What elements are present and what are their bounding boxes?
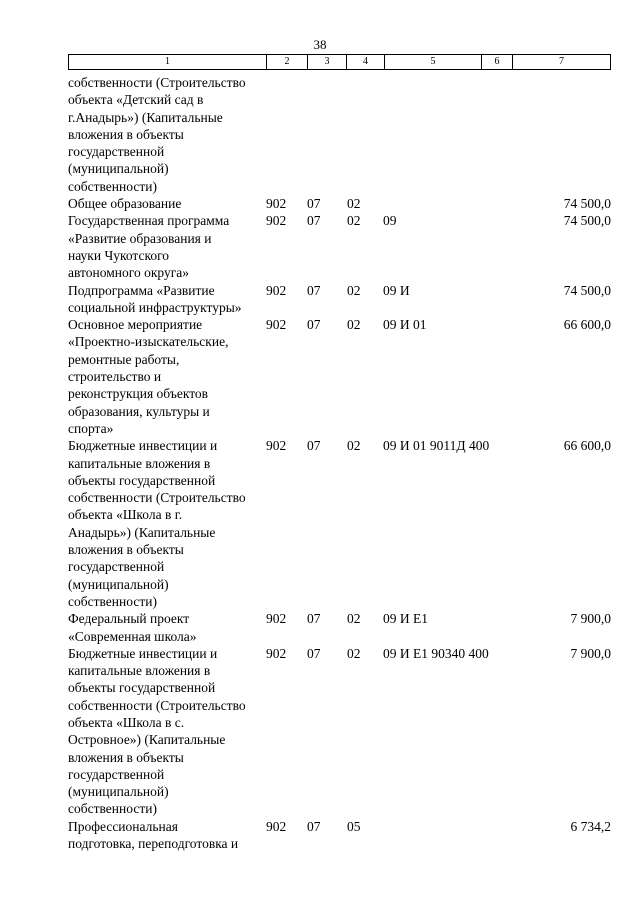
- amount: 6 734,2: [570, 818, 611, 834]
- description-line: социальной инфраструктуры»: [68, 299, 242, 315]
- description-line: «Развитие образования и: [68, 230, 212, 246]
- table-row: [0, 818, 640, 853]
- amount: 7 900,0: [570, 611, 611, 627]
- description-line: автономного округа»: [68, 265, 189, 281]
- budget-table-body: [0, 74, 640, 852]
- column-number-4: 4: [347, 55, 385, 70]
- subsection-code: 02: [347, 438, 361, 454]
- row-description: [68, 610, 266, 645]
- description-line: вложения в объекты: [68, 126, 184, 142]
- section-code: 07: [307, 196, 321, 212]
- description-line: объекта «Школа в с.: [68, 714, 185, 730]
- description-line: объекты государственной: [68, 680, 216, 696]
- subsection-code: 02: [347, 282, 361, 298]
- ministry-code: 902: [266, 196, 287, 212]
- description-line: Профессиональная: [68, 818, 178, 834]
- section-code: 07: [307, 611, 321, 627]
- amount: 74 500,0: [563, 282, 611, 298]
- ministry-code: 902: [266, 317, 287, 333]
- subsection-code: 02: [347, 645, 361, 661]
- table-row: [0, 645, 640, 818]
- ministry-code: 902: [266, 213, 287, 229]
- table-row: [0, 195, 640, 212]
- column-number-1: 1: [69, 55, 267, 70]
- column-number-row: [69, 55, 611, 70]
- target-article-code: 09: [383, 213, 397, 229]
- description-line: Общее образование: [68, 196, 182, 212]
- description-line: «Современная школа»: [68, 628, 197, 644]
- section-code: 07: [307, 282, 321, 298]
- table-row: [0, 610, 640, 645]
- table-row: [0, 212, 640, 281]
- subsection-code: 02: [347, 317, 361, 333]
- target-article-code: 09 И Е1 90340 400: [383, 645, 489, 661]
- target-article-code: 09 И 01: [383, 317, 427, 333]
- description-line: государственной: [68, 144, 165, 160]
- row-description: [68, 818, 266, 853]
- subsection-code: 05: [347, 818, 361, 834]
- subsection-code: 02: [347, 611, 361, 627]
- subsection-code: 02: [347, 196, 361, 212]
- description-line: Государственная программа: [68, 213, 230, 229]
- section-code: 07: [307, 213, 321, 229]
- description-line: государственной: [68, 559, 165, 575]
- description-line: собственности): [68, 178, 157, 194]
- description-line: Основное мероприятие: [68, 317, 203, 333]
- row-description: [68, 282, 266, 317]
- amount: 74 500,0: [563, 196, 611, 212]
- section-code: 07: [307, 818, 321, 834]
- description-line: Подпрограмма «Развитие: [68, 282, 215, 298]
- target-article-code: 09 И 01 9011Д 400: [383, 438, 490, 454]
- description-line: собственности (Строительство: [68, 490, 246, 506]
- table-row: [0, 316, 640, 437]
- description-line: Островное») (Капитальные: [68, 732, 226, 748]
- amount: 7 900,0: [570, 645, 611, 661]
- description-line: вложения в объекты: [68, 542, 184, 558]
- description-line: г.Анадырь») (Капитальные: [68, 109, 223, 125]
- ministry-code: 902: [266, 645, 287, 661]
- description-line: «Проектно-изыскательские,: [68, 334, 229, 350]
- section-code: 07: [307, 645, 321, 661]
- target-article-code: 09 И: [383, 282, 410, 298]
- page-number: 38: [313, 37, 327, 52]
- ministry-code: 902: [266, 611, 287, 627]
- description-line: капитальные вложения в: [68, 663, 211, 679]
- amount: 66 600,0: [563, 317, 611, 333]
- ministry-code: 902: [266, 818, 287, 834]
- description-line: (муниципальной): [68, 784, 169, 800]
- description-line: подготовка, переподготовка и: [68, 836, 239, 852]
- description-line: строительство и: [68, 369, 162, 385]
- description-line: Анадырь») (Капитальные: [68, 524, 216, 540]
- ministry-code: 902: [266, 282, 287, 298]
- column-number-2: 2: [267, 55, 308, 70]
- description-line: Бюджетные инвестиции и: [68, 438, 218, 454]
- description-line: объекта «Школа в г.: [68, 507, 183, 523]
- description-line: науки Чукотского: [68, 247, 170, 263]
- description-line: собственности): [68, 801, 157, 817]
- description-line: (муниципальной): [68, 161, 169, 177]
- subsection-code: 02: [347, 213, 361, 229]
- column-number-header: [68, 54, 611, 70]
- description-line: капитальные вложения в: [68, 455, 211, 471]
- amount: 66 600,0: [563, 438, 611, 454]
- description-line: собственности (Строительство: [68, 697, 246, 713]
- row-description: [68, 437, 266, 610]
- description-line: Бюджетные инвестиции и: [68, 645, 218, 661]
- description-line: ремонтные работы,: [68, 351, 180, 367]
- amount: 74 500,0: [563, 213, 611, 229]
- row-description: [68, 212, 266, 281]
- description-line: собственности (Строительство: [68, 75, 246, 90]
- description-line: образования, культуры и: [68, 403, 210, 419]
- column-number-5: 5: [385, 55, 482, 70]
- description-line: объекты государственной: [68, 472, 216, 488]
- column-number-3: 3: [308, 55, 347, 70]
- description-line: объекта «Детский сад в: [68, 92, 204, 108]
- section-code: 07: [307, 438, 321, 454]
- ministry-code: 902: [266, 438, 287, 454]
- row-description: [68, 645, 266, 818]
- description-line: (муниципальной): [68, 576, 169, 592]
- table-row: [0, 74, 640, 195]
- row-description: [68, 74, 266, 195]
- description-line: собственности): [68, 593, 157, 609]
- column-number-6: 6: [482, 55, 513, 70]
- description-line: вложения в объекты: [68, 749, 184, 765]
- target-article-code: 09 И Е1: [383, 611, 428, 627]
- table-row: [0, 282, 640, 317]
- description-line: спорта»: [68, 420, 114, 436]
- description-line: государственной: [68, 766, 165, 782]
- column-number-7: 7: [513, 55, 611, 70]
- table-row: [0, 437, 640, 610]
- row-description: [68, 195, 266, 212]
- description-line: Федеральный проект: [68, 611, 190, 627]
- description-line: реконструкция объектов: [68, 386, 209, 402]
- section-code: 07: [307, 317, 321, 333]
- row-description: [68, 316, 266, 437]
